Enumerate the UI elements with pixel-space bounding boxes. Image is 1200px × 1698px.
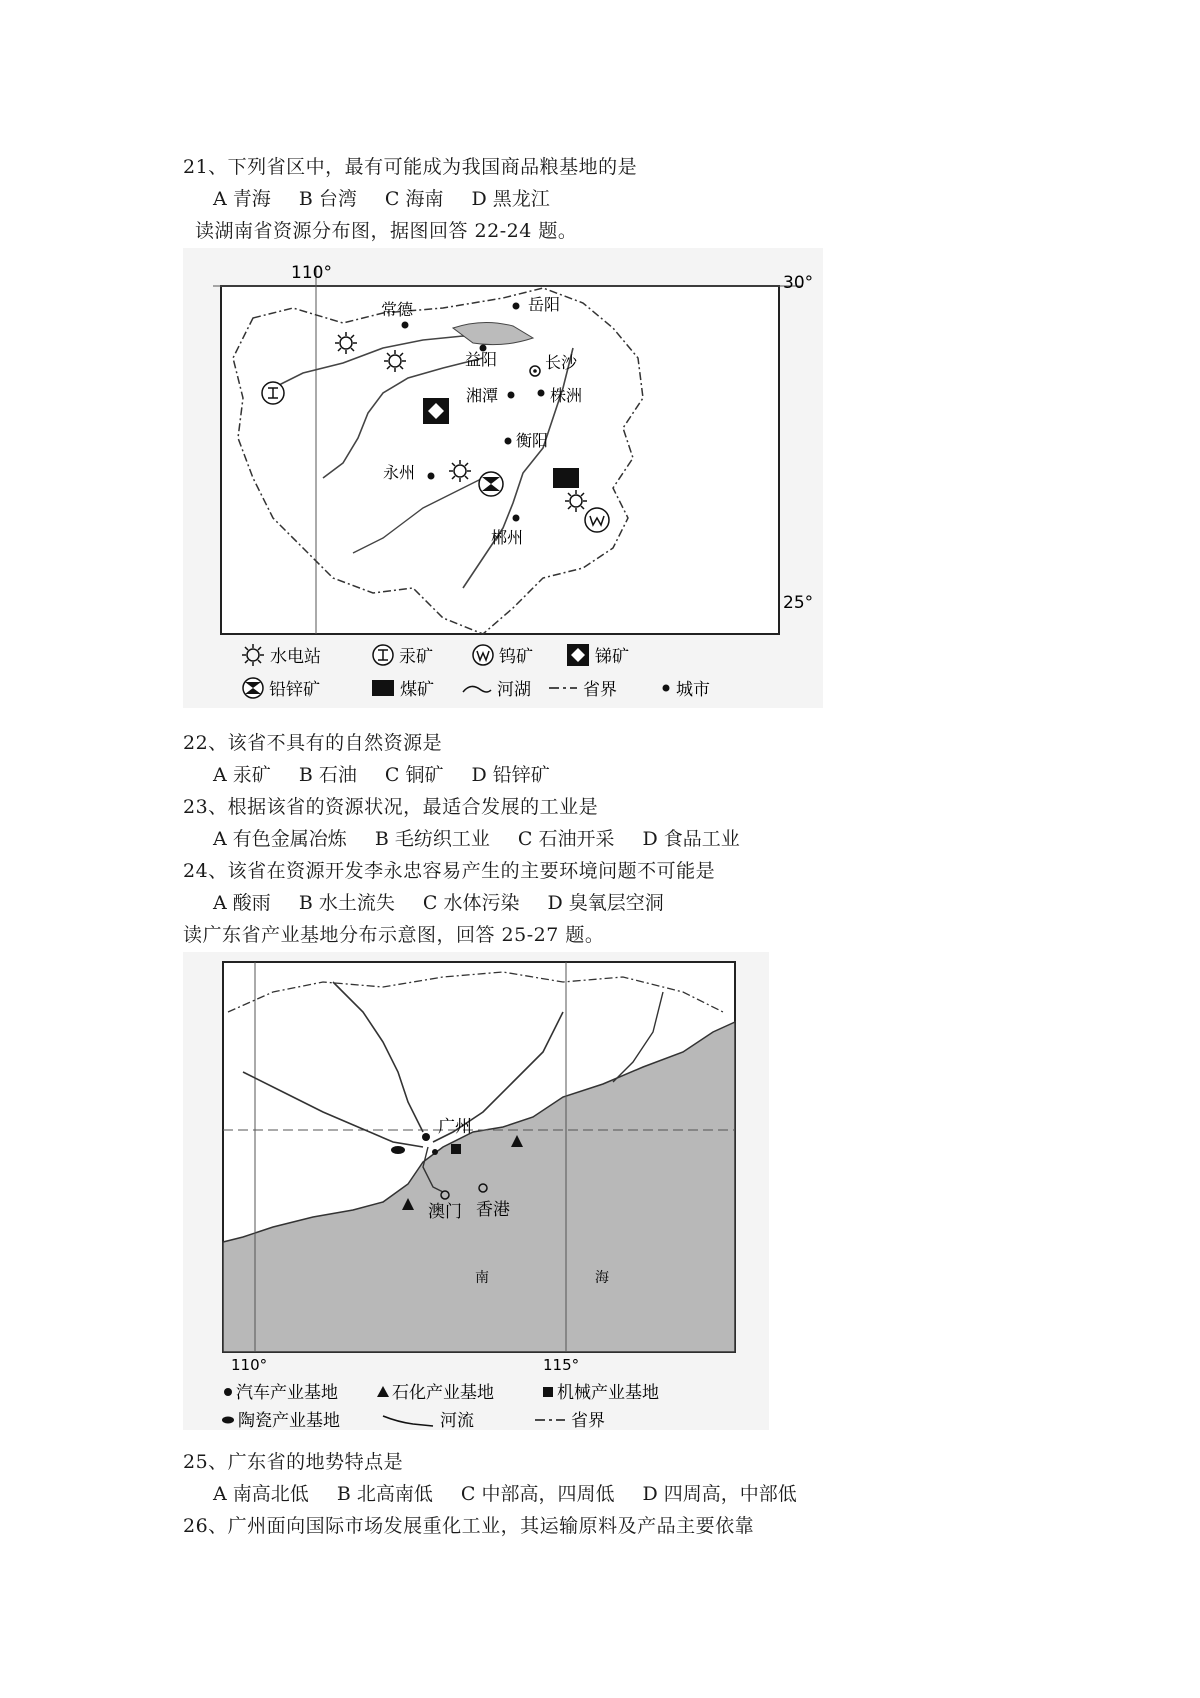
mercury-mine-icon xyxy=(262,382,284,404)
latitude-top-label: 30° xyxy=(783,273,814,293)
svg-text:益阳: 益阳 xyxy=(465,350,498,369)
legend-machinery xyxy=(543,1383,659,1403)
option-c: C 中部高，四周低 xyxy=(460,1483,615,1505)
option-a: A 酸雨 xyxy=(213,892,271,914)
legend-province-border xyxy=(549,680,617,700)
antimony-mine-icon xyxy=(423,398,449,424)
reading-intro-guangdong: 读广东省产业基地分布示意图，回答 25-27 题。 xyxy=(183,924,605,946)
question-25-stem: 25、广东省的地势特点是 xyxy=(183,1451,404,1473)
svg-text:岳阳: 岳阳 xyxy=(528,295,561,314)
legend-lead-zinc xyxy=(243,678,320,700)
question-24-options xyxy=(213,888,686,915)
question-26-stem: 26、广州面向国际市场发展重化工业，其运输原料及产品主要依靠 xyxy=(183,1515,755,1537)
machinery-base-icon xyxy=(451,1144,461,1154)
svg-text:河湖: 河湖 xyxy=(497,680,531,700)
map-legend xyxy=(222,1383,659,1430)
coal-mine-icon xyxy=(553,468,579,488)
svg-text:锑矿: 锑矿 xyxy=(595,647,629,667)
question-21-options xyxy=(213,184,572,211)
svg-text:常德: 常德 xyxy=(381,300,414,319)
svg-text:机械产业基地: 机械产业基地 xyxy=(557,1383,659,1403)
svg-text:煤矿: 煤矿 xyxy=(400,680,434,700)
latitude-bottom-label: 25° xyxy=(783,593,814,613)
question-25-options xyxy=(213,1479,819,1506)
svg-text:钨矿: 钨矿 xyxy=(499,647,533,667)
legend-automobile xyxy=(224,1383,338,1403)
svg-text:汞矿: 汞矿 xyxy=(399,647,433,667)
guangdong-industry-map xyxy=(183,952,769,1430)
longitude-right-label: 115° xyxy=(543,1356,580,1374)
option-d: D 四周高，中部低 xyxy=(642,1483,797,1505)
legend-antimony xyxy=(567,644,629,667)
ceramics-base-icon xyxy=(391,1146,405,1154)
legend-mercury xyxy=(373,645,433,667)
svg-text:河流: 河流 xyxy=(440,1411,474,1430)
legend-hydropower xyxy=(242,644,321,667)
legend-coal xyxy=(372,680,434,700)
option-b: B 台湾 xyxy=(298,188,357,210)
svg-text:澳门: 澳门 xyxy=(428,1202,462,1222)
legend-ceramics xyxy=(222,1411,340,1430)
svg-text:省界: 省界 xyxy=(583,680,617,700)
option-c: C 石油开采 xyxy=(517,828,615,850)
legend-province-border xyxy=(535,1411,605,1430)
option-c: C 水体污染 xyxy=(422,892,520,914)
question-22-options xyxy=(213,760,572,787)
question-21-stem: 21、下列省区中，最有可能成为我国商品粮基地的是 xyxy=(183,156,638,178)
svg-text:长沙: 长沙 xyxy=(545,353,578,372)
svg-text:郴州: 郴州 xyxy=(491,528,524,547)
svg-text:湘潭: 湘潭 xyxy=(466,386,499,405)
question-23-options xyxy=(213,824,762,851)
legend-river-lake xyxy=(463,680,531,700)
option-b: B 石油 xyxy=(298,764,357,786)
option-c: C 海南 xyxy=(384,188,444,210)
svg-text:陶瓷产业基地: 陶瓷产业基地 xyxy=(238,1411,340,1430)
legend-river xyxy=(383,1411,474,1430)
svg-text:铅锌矿: 铅锌矿 xyxy=(269,680,320,700)
question-23-stem: 23、根据该省的资源状况，最适合发展的工业是 xyxy=(183,796,599,818)
question-24-stem: 24、该省在资源开发李永忠容易产生的主要环境问题不可能是 xyxy=(183,860,716,882)
option-b: B 水土流失 xyxy=(298,892,395,914)
svg-text:香港: 香港 xyxy=(476,1200,510,1220)
option-b: B 北高南低 xyxy=(336,1483,433,1505)
option-a: A 青海 xyxy=(213,188,271,210)
svg-text:衡阳: 衡阳 xyxy=(516,431,549,450)
option-a: A 南高北低 xyxy=(213,1483,309,1505)
question-22-stem: 22、该省不具有的自然资源是 xyxy=(183,732,443,754)
option-c: C 铜矿 xyxy=(384,764,444,786)
tungsten-mine-icon xyxy=(585,508,609,532)
svg-text:永州: 永州 xyxy=(383,463,416,482)
lead-zinc-mine-icon xyxy=(479,472,503,496)
svg-text:汽车产业基地: 汽车产业基地 xyxy=(236,1383,338,1403)
map-legend xyxy=(242,644,710,700)
option-d: D 食品工业 xyxy=(642,828,740,850)
svg-text:株洲: 株洲 xyxy=(550,386,583,405)
longitude-left-label: 110° xyxy=(231,1356,268,1374)
longitude-label: 110° xyxy=(291,263,332,283)
svg-text:省界: 省界 xyxy=(571,1411,605,1430)
option-b: B 毛纺织工业 xyxy=(374,828,490,850)
option-a: A 汞矿 xyxy=(213,764,271,786)
svg-text:水电站: 水电站 xyxy=(270,647,321,667)
sea-label-1: 南 xyxy=(475,1270,489,1286)
option-a: A 有色金属冶炼 xyxy=(213,828,347,850)
svg-text:石化产业基地: 石化产业基地 xyxy=(392,1383,494,1403)
option-d: D 铅锌矿 xyxy=(471,764,550,786)
svg-text:广州: 广州 xyxy=(438,1117,472,1137)
option-d: D 黑龙江 xyxy=(471,188,550,210)
legend-tungsten xyxy=(473,645,533,667)
legend-petrochemical xyxy=(377,1383,494,1403)
option-d: D 臭氧层空洞 xyxy=(547,892,664,914)
hunan-resource-map xyxy=(183,248,823,708)
sea-label-2: 海 xyxy=(595,1270,609,1286)
automobile-base-icon xyxy=(432,1149,438,1155)
svg-text:城市: 城市 xyxy=(676,680,710,700)
reading-intro-hunan: 读湖南省资源分布图，据图回答 22-24 题。 xyxy=(195,220,578,242)
legend-city xyxy=(663,680,711,700)
